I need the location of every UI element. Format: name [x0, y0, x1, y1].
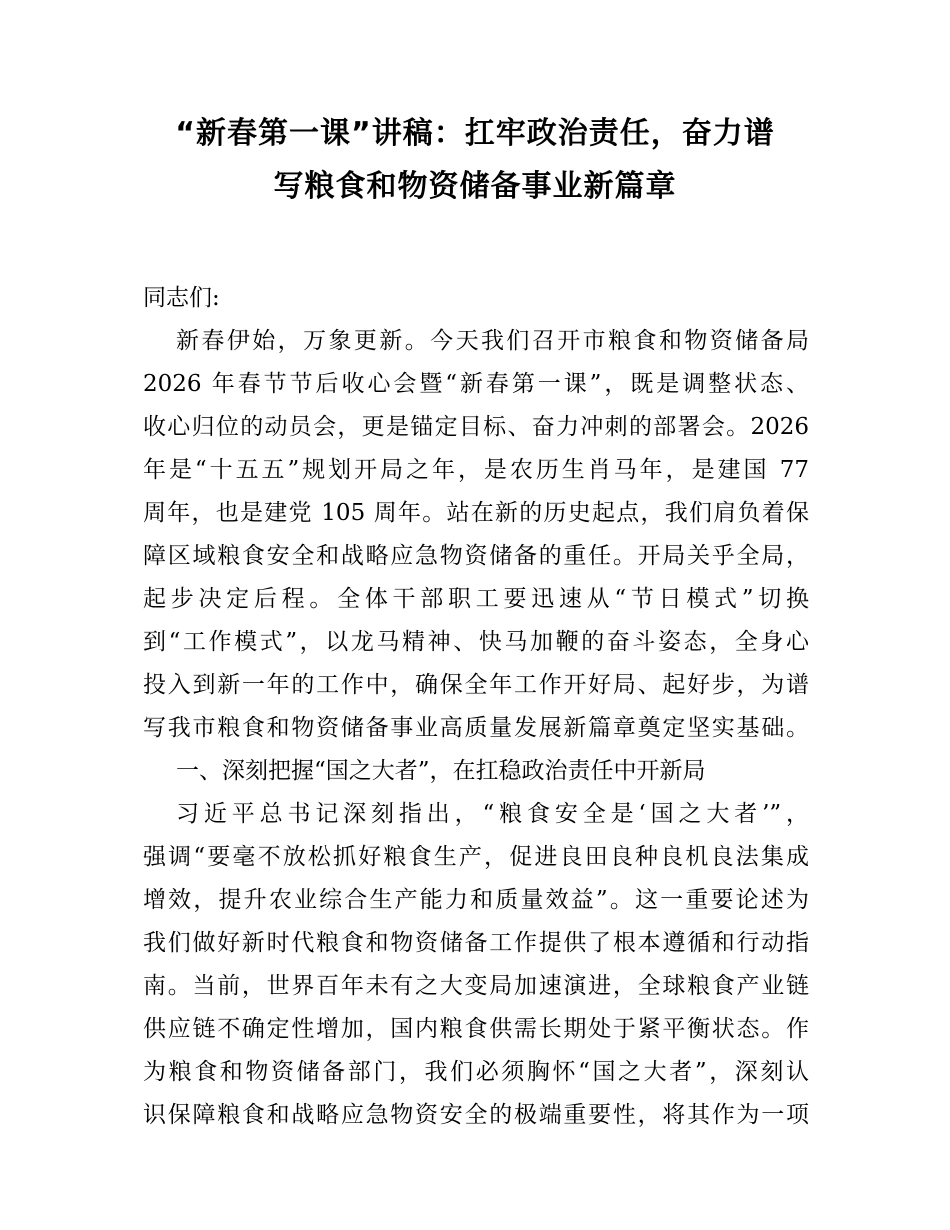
text-line: 为粮食和物资储备部门，我们必须胸怀“国之大者”，深刻认 — [143, 1059, 809, 1085]
document-title-line-2: 写粮食和物资储备事业新篇章 — [273, 169, 677, 204]
text-line: 周年，也是建党 105 周年。站在新的历史起点，我们肩负着保 — [143, 500, 809, 526]
text-line: 起步决定后程。全体干部职工要迅速从“节日模式”切换 — [143, 586, 809, 612]
text-line: 强调“要毫不放松抓好粮食生产，促进良田良种良机良法集成 — [143, 844, 809, 870]
text-line: 我们做好新时代粮食和物资储备工作提供了根本遵循和行动指 — [143, 930, 809, 956]
text-line: 南。当前，世界百年未有之大变局加速演进，全球粮食产业链 — [143, 973, 809, 999]
text-line: 增效，提升农业综合生产能力和质量效益”。这一重要论述为 — [143, 887, 809, 913]
section-heading: 一、深刻把握“国之大者”，在扛稳政治责任中开新局 — [176, 758, 706, 784]
text-line: 投入到新一年的工作中，确保全年工作开好局、起好步，为谱 — [143, 672, 809, 698]
text-line: 新春伊始，万象更新。今天我们召开市粮食和物资储备局 — [176, 328, 809, 354]
text-line: 年是“十五五”规划开局之年，是农历生肖马年，是建国 77 — [143, 457, 809, 483]
text-line: 识保障粮食和战略应急物资安全的极端重要性，将其作为一项 — [143, 1102, 809, 1128]
text-line: 习近平总书记深刻指出，“粮食安全是‘国之大者’”， — [176, 801, 809, 827]
salutation: 同志们: — [143, 285, 220, 311]
document-body — [143, 277, 809, 1137]
text-line: 供应链不确定性增加，国内粮食供需长期处于紧平衡状态。作 — [143, 1016, 809, 1042]
text-line: 到“工作模式”，以龙马精神、快马加鞭的奋斗姿态，全身心 — [143, 629, 809, 655]
text-line: 写我市粮食和物资储备事业高质量发展新篇章奠定坚实基础。 — [143, 715, 809, 741]
text-line: 收心归位的动员会，更是锚定目标、奋力冲刺的部署会。2026 — [143, 414, 809, 440]
text-line: 障区域粮食安全和战略应急物资储备的重任。开局关乎全局， — [143, 543, 809, 569]
document-title-line-1: “新春第一课”讲稿：扛牢政治责任，奋力谱 — [175, 116, 775, 151]
text-line: 2026 年春节节后收心会暨“新春第一课”，既是调整状态、 — [143, 371, 809, 397]
